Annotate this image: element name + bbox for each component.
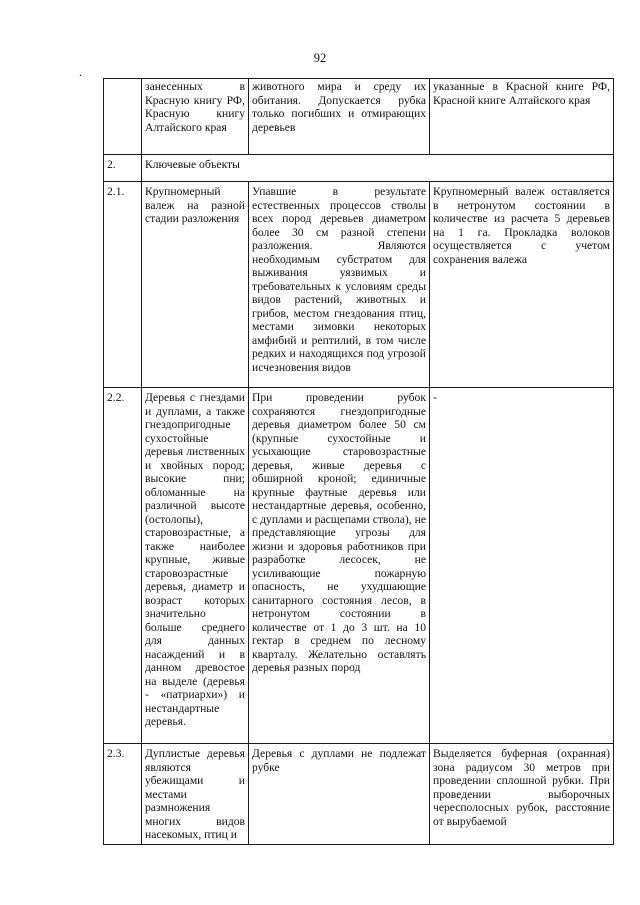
description-cell: Деревья с дуплами не подлежат рубке xyxy=(249,744,430,845)
table-row xyxy=(104,388,614,744)
object-cell: Крупномерный валеж на разной стадии разложения xyxy=(142,182,249,388)
rules-cell: Крупномерный валеж оставляется в нетронутом состоянии в количестве из расчета 5 деревьев на 1 га. Прокладка волоков осуществляется с учетом сохранения валежа xyxy=(430,182,614,388)
page-number: 92 xyxy=(313,51,327,65)
object-cell: занесенных в Красную книгу РФ, Красную книгу Алтайского края xyxy=(142,79,249,155)
table-row xyxy=(104,744,614,845)
description-cell: животного мира и среду их обитания. Допускается рубка только погибших и отмирающих деревьев xyxy=(249,79,430,155)
section-number-cell: 2. xyxy=(104,155,142,182)
table-row xyxy=(104,182,614,388)
margin-mark: . xyxy=(79,65,82,79)
section-title-cell: Ключевые объекты xyxy=(142,155,614,182)
row-number-cell xyxy=(104,79,142,155)
row-number-cell: 2.3. xyxy=(104,744,142,845)
table-row xyxy=(104,79,614,155)
row-number-cell: 2.2. xyxy=(104,388,142,744)
key-objects-table xyxy=(103,78,614,845)
section-row xyxy=(104,155,614,182)
description-cell: Упавшие в результате естественных процессов стволы всех пород деревьев диаметром более 30 см разной степени разложения. Являются необходимым субстратом для выживания уязвимых и требовательных к условиям среды видов растений, животных и грибов, местом гнездования птиц, местами зимовки некоторых амфибий и рептилий, в том числе редких и находящихся под угрозой исчезновения видов xyxy=(249,182,430,388)
object-cell: Дуплистые деревья являются убежищами и местами размножения многих видов насекомых, птиц и xyxy=(142,744,249,845)
row-number-cell: 2.1. xyxy=(104,182,142,388)
object-cell: Деревья с гнездами и дуплами, а также гнездопригодные сухостойные деревья лиственных и хвойных пород; высокие пни; обломанные на различной высоте (остолопы), старовозрастные, а также наиболее крупные, живые старовозрастные деревья, диаметр и возраст которых значительно больше среднего для данных насаждений и в данном древостое на выделе (деревья - «патриархи») и нестандартные деревья. xyxy=(142,388,249,744)
description-cell: При проведении рубок сохраняются гнездопригодные деревья диаметром более 50 см (крупные сухостойные и усыхающие старовозрастные деревья, живые деревья с обширной кроной; единичные крупные фаутные деревья или нестандартные деревья, особенно, с дуплами и расщепами ствола), не представляющие угрозы для жизни и здоровья работников при разработке лесосек, не усиливающие пожарную опасность, не ухудшающие санитарного состояния лесов, в нетронутом состоянии в количестве от 1 до 3 шт. на 10 гектар в среднем по лесному кварталу. Желательно оставлять деревья разных пород xyxy=(249,388,430,744)
rules-cell: указанные в Красной книге РФ, Красной книге Алтайского края xyxy=(430,79,614,155)
rules-cell: Выделяется буферная (охранная) зона радиусом 30 метров при проведении сплошной рубки. При проведении выборочных чересполосных рубок, расстояние от вырубаемой xyxy=(430,744,614,845)
rules-cell: - xyxy=(430,388,614,744)
